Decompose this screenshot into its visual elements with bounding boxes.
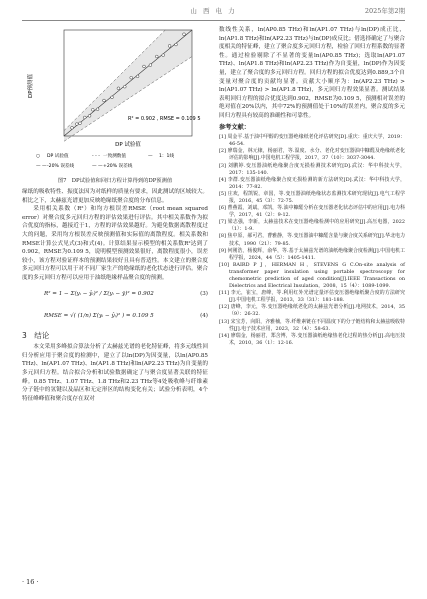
data-point [155,55,158,58]
scatter-chart [22,26,208,176]
reference-item: [5] 庄欢，程凯锐，章国，等.变压器油纸绝缘状态监测技术研究现状[J].电气工程学报，2016，45（3）：72-75. [219,190,405,204]
reference-item: [9] 何刚浩，杨俊辉，俞华，等.基于太赫兹光谱的油纸绝缘聚合度检测[J].中国电机工程学报，2024，44（5）：1405-1411. [219,247,405,261]
header-rule [22,20,405,21]
figure-caption: 图7 DP试验值和回归方程计算得到的DP预测值 [57,178,173,184]
reference-item: [3] 刘鹏婷.变压器油纸绝缘聚合度无损检测技术研究[D].武汉：华中科技大学，2017：135-140. [219,162,405,176]
reference-item: [14] 廖瑞金，杨丽君，郑含博，等.变压器油纸绝缘热老化过程的热分析[J].高电压技术，2010，36（1）：12-16. [219,332,405,346]
data-point [111,96,114,99]
data-point [75,123,78,126]
legend-marker: ○ [36,154,41,159]
references-heading: 参考文献： [219,123,250,131]
section-heading: 3 结论 [22,330,50,340]
legend-item: +20% 误差线 [103,164,133,169]
equation-number: (3) [200,290,208,297]
fit-annotation: R² = 0.902 , RMSE = 0.109 5 [128,116,201,123]
equation-4 [22,305,208,327]
legend-marker: — [148,154,153,159]
reference-item: [8] 焦中原，郝可君，曹雅静，等.变压器油中糠醛含量与聚合度关系研究[J].华北电力技术，1990（21）：79-85. [219,233,405,247]
reference-item: [11] 李元，崔宝，唐峰，等.利用红外光谱定量评估变压器绝缘纸聚合度的方法研究[J].中国电机工程学报，2013，33（31）：181-188. [219,290,405,304]
legend-marker: — — [92,164,103,169]
data-point [168,45,171,48]
paragraph: 本文采用多峰拟合算法分析了太赫兹光谱的老化特征峰，将多元线性回归分析应用于聚合度的检测中，建立了以ln(DP)为因变量，以ln(AP0.85 THz)、ln(AP1.07 THz)、ln(AP1.8 THz)和ln(AP2.23 THz)为自变量的多元回归方程。结合拟合分析和试验数据确定了与聚合度显著关联的特征峰。0.85 THz、1.07 THz、1.8 THz和2.23 THz等4处吸收峰与纤维素分子链中的氢键以及晶区和无定形区的结构变化有关；试验分析表明，4个特征峰峰值和聚合度存在双对 [22,344,208,402]
running-header [22,6,405,20]
equation-3 [22,283,208,305]
data-point [71,126,74,129]
data-point [136,75,139,78]
legend-marker: — — [36,164,47,169]
paragraph: 数线性关系，ln(AP0.85 THz)和ln(AP1.07 THz)与ln(DP)成正比，ln(AP1.8 THz)和ln(AP2.23 THz)与ln(DP)成反比；借选择确定了与聚合度相关的特征峰，建立了聚合度多元回归方程，检验了回归方程系数的显著性。通过检验剔除了不显著的变量ln(AP0.85 THz)；选取ln(AP1.07 THz)、ln(AP1.8 THz)和ln(AP2.23 THz)作为自变量，ln(DP)作为因变量，建立了聚合度的多元回归方程。回归方程的拟合优度达到0.889,3个自变量对聚合度的贡献均显著。贡献大小顺序为：ln(AP2.23 THz) > ln(AP1.07 THz) > ln(AP1.8 THz)，多元回归方程效果显著。测试结果表明回归方程的拟合优度达到0.902，RMSE为0.109 5，预测相对误差的绝对值在20%以内，其中72%的预测值处于10%的误差内，聚合度的多元回归方程具有较高的准确性和可靠性。 [219,27,405,119]
reference-item: [12] 唐峰，李元，等.变压器绝缘纸老化的太赫兹光谱分析[J].电网技术，2014，35（9）：26-32. [219,304,405,318]
left-column [22,26,208,403]
legend-item: DP 试验值 [47,154,69,159]
reference-item: [1] 周金平.基于油中甲醇的变压器绝缘纸老化评估研究[D].重庆：重庆大学，2019：46-54. [219,134,405,148]
reference-item: [7] 梁志强，李新，太赫兹技术在变压器绝缘检测中的应用研究[J].高压电器，2022（1）：1-9. [219,219,405,233]
data-point [175,43,178,46]
reference-item: [6] 曹燕霞，刘斌，邓凯，等.油中糠醛分析在变压器老化状态评估中的应用[J].电力科学，2017，41（2）：9-12. [219,205,405,219]
equation-body: RMSE = √( (1/n) Σ(yᵢ − ŷᵢ)² ) = 0.109 5 [44,312,154,319]
legend-item: -20% 误差线 [47,164,75,169]
paragraph: 采用相关系数（R²）和均方根误差RMSE（root mean squared error）对聚合度多元回归方程的评估效果进行评估。其中相关系数作为拟合优度的指标，越接近于1，方程的评估效果越好。为避免数据离散程度过大的问题，采用均方根误差反映预测值和实际值的离散程度。相关系数和RMSE计算公式见式(3)和式(4)。计算结果显示模型的相关系数R²达到了0.902，RMSE为0.109 5，说明模型预测效果很好，离散程度很小，误差较小，该方程对验证样本的预测结果较好且具有普适性。本文建立的聚合度多元回归方程可以用于对不同厂家生产的绝缘纸的老化状态进行评估。聚合度的多元回归方程可以应用于油纸绝缘样品聚合度的预测。 [22,206,208,281]
legend-marker: - - - [92,154,100,159]
data-point [83,116,86,119]
equation-body: R² = 1 − Σ(yᵢ − ŷᵢ)² / Σ(yᵢ − ȳ)² = 0.902 [44,290,154,297]
data-point [91,108,94,111]
reference-item: [4] 李群.变压器油纸绝缘聚合度无损检测的新方法研究[D].武汉：华中科技大学，2014：77-82. [219,176,405,190]
data-point [117,87,120,90]
journal-name: 山 西 电 力 [190,7,237,15]
error-band [64,30,192,141]
legend-item: 一致测数值 [103,154,126,159]
data-point [96,108,99,111]
equation-number: (4) [200,312,208,319]
legend-item: 1：1线 [159,154,175,159]
data-point [143,65,146,68]
reference-list [219,134,405,347]
data-point [130,76,133,79]
data-point [123,85,126,88]
reference-item: [10] BAIRD P J，HERMAN H，STEVENS G C.On-site analysis of transformer paper insulation using portable spectroscopy for chemometric prediction of aged condition[J].IEEE Transactions on Dielectrics and Electrical Insulation，2008，15（4）：1089-1099. [219,261,405,290]
right-column [219,26,405,347]
page-number: · 16 · [22,578,39,586]
reference-item: [2] 廖瑞金，林元棣，杨丽君，等.温度、水分、老化对变压器油中糠醛及绝缘纸老化评估的影响[J].中国电机工程学报，2017，37（10）：3037-3044. [219,148,405,162]
data-point [88,114,91,117]
data-point [103,99,106,102]
issue-label: 2025年第2期 [364,7,405,15]
data-point [162,54,165,57]
reference-item: [13] 宋宝芳，向阳，齐雅楠，等.纤维素链在不同温度下的分子链结构和太赫兹吸收特性[J].电子技术应用，2023，32（4）：58-63. [219,318,405,332]
data-point [183,33,186,36]
data-point [79,122,82,125]
y-axis-label: DP预测值 [28,73,34,99]
x-axis-label: DP 试验值 [115,142,141,148]
paragraph: 缘纸的吸收特性、振度法因为对纸样的质量有要求，因此测试的区域较大。相比之下，太赫兹光谱更加反映绝缘纸聚合度的分布信息。 [22,189,208,204]
figure-7 [22,26,208,176]
data-point [149,64,152,67]
